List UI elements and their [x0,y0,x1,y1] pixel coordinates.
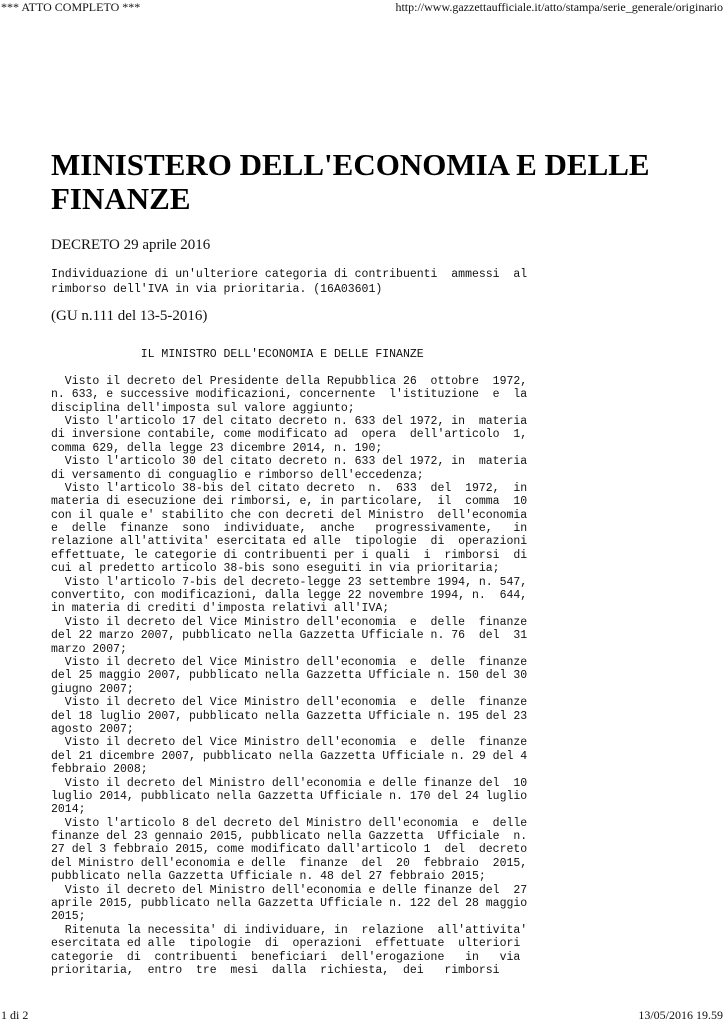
print-timestamp: 13/05/2016 19.59 [638,1008,723,1022]
print-header-url: http://www.gazzettaufficiale.it/atto/stampa/serie_generale/originario [395,0,723,14]
body-line: Visto il decreto del Vice Ministro dell'economia e delle finanze [51,736,528,750]
body-line: del 22 marzo 2007, pubblicato nella Gazzetta Ufficiale n. 76 del 31 [51,629,528,643]
body-line: del Ministro dell'economia e delle finanze del 20 febbraio 2015, [51,856,528,870]
body-line: del 18 luglio 2007, pubblicato nella Gazzetta Ufficiale n. 195 del 23 [51,709,528,723]
body-line: agosto 2007; [51,722,134,736]
body-line: Visto l'articolo 30 del citato decreto n. 633 del 1972, in materia [51,455,528,469]
print-header-left: *** ATTO COMPLETO *** [1,0,141,14]
decree-date: DECRETO 29 aprile 2016 [51,237,211,253]
decree-subject [51,267,527,297]
body-line: Visto l'articolo 17 del citato decreto n. 633 del 1972, in materia [51,414,528,428]
body-line: Visto il decreto del Presidente della Repubblica 26 ottobre 1972, [51,374,528,388]
body-line: 2015; [51,910,86,924]
body-line: con il quale e' stabilito che con decreti del Ministro dell'economia [51,508,528,522]
body-line: cui al predetto articolo 38-bis sono eseguiti in via prioritaria; [51,562,500,576]
gazette-reference: (GU n.111 del 13-5-2016) [51,308,208,324]
body-line: giugno 2007; [51,682,134,696]
body-line: Visto il decreto del Ministro dell'economia e delle finanze del 10 [51,776,528,790]
body-line: disciplina dell'imposta sul valore aggiunto; [51,401,355,415]
body-line: Visto il decreto del Vice Ministro dell'economia e delle finanze [51,615,528,629]
body-line: finanze del 23 gennaio 2015, pubblicato nella Gazzetta Ufficiale n. [51,830,528,844]
body-line: e delle finanze sono individuate, anche progressivamente, in [51,522,528,536]
body-line: Visto il decreto del Vice Ministro dell'economia e delle finanze [51,696,528,710]
body-line: Visto l'articolo 7-bis del decreto-legge 23 settembre 1994, n. 547, [51,575,528,589]
body-line: di inversione contabile, come modificato ad opera dell'articolo 1, [51,428,528,442]
body-line: febbraio 2008; [51,763,148,777]
body-line: IL MINISTRO DELL'ECONOMIA E DELLE FINANZE [51,348,424,361]
body-line: luglio 2014, pubblicato nella Gazzetta Ufficiale n. 170 del 24 luglio [51,789,528,803]
body-line: Ritenuta la necessita' di individuare, in relazione all'attivita' [51,923,528,937]
body-line: aprile 2015, pubblicato nella Gazzetta Ufficiale n. 122 del 28 maggio [51,897,528,911]
body-line: 27 del 3 febbraio 2015, come modificato dall'articolo 1 del decreto [51,843,528,857]
body-line: Visto il decreto del Vice Ministro dell'economia e delle finanze [51,655,528,669]
body-line: pubblicato nella Gazzetta Ufficiale n. 48 del 27 febbraio 2015; [51,870,486,884]
body-line: comma 629, della legge 23 dicembre 2014, n. 190; [51,441,383,455]
body-line: del 25 maggio 2007, pubblicato nella Gazzetta Ufficiale n. 150 del 30 [51,669,528,683]
subject-line: rimborso dell'IVA in via prioritaria. (16A03601) [51,283,383,296]
body-line: effettuate, le categorie di contribuenti per i quali i rimborsi di [51,548,528,562]
decree-body [51,348,527,977]
body-line: Visto l'articolo 8 del decreto del Ministro dell'economia e delle [51,816,528,830]
body-line: in materia di crediti d'imposta relativi all'IVA; [51,602,390,616]
body-line: materia di esecuzione dei rimborsi, e, in particolare, il comma 10 [51,495,528,509]
body-line: n. 633, e successive modificazioni, concernente l'istituzione e la [51,388,528,402]
page-title: MINISTERO DELL'ECONOMIA E DELLE FINANZE [51,147,650,216]
body-line: 2014; [51,803,86,817]
body-line: del 21 dicembre 2007, pubblicato nella Gazzetta Ufficiale n. 29 del 4 [51,749,528,763]
body-line: Visto l'articolo 38-bis del citato decreto n. 633 del 1972, in [51,481,528,495]
body-line: esercitata ed alle tipologie di operazioni effettuate ulteriori [51,937,521,951]
body-line: prioritaria, entro tre mesi dalla richiesta, dei rimborsi [51,963,500,977]
body-line: di versamento di conguaglio e rimborso dell'eccedenza; [51,468,424,482]
body-line: Visto il decreto del Ministro dell'economia e delle finanze del 27 [51,883,528,897]
body-line: convertito, con modificazioni, dalla legge 22 novembre 1994, n. 644, [51,589,528,603]
body-line: marzo 2007; [51,642,127,656]
body-line: relazione all'attivita' esercitata ed alle tipologie di operazioni [51,535,528,549]
page-counter: 1 di 2 [1,1008,29,1022]
body-line [51,361,527,374]
body-line: categorie di contribuenti beneficiari dell'erogazione in via [51,950,521,964]
subject-line: Individuazione di un'ulteriore categoria di contribuenti ammessi al [51,268,528,281]
